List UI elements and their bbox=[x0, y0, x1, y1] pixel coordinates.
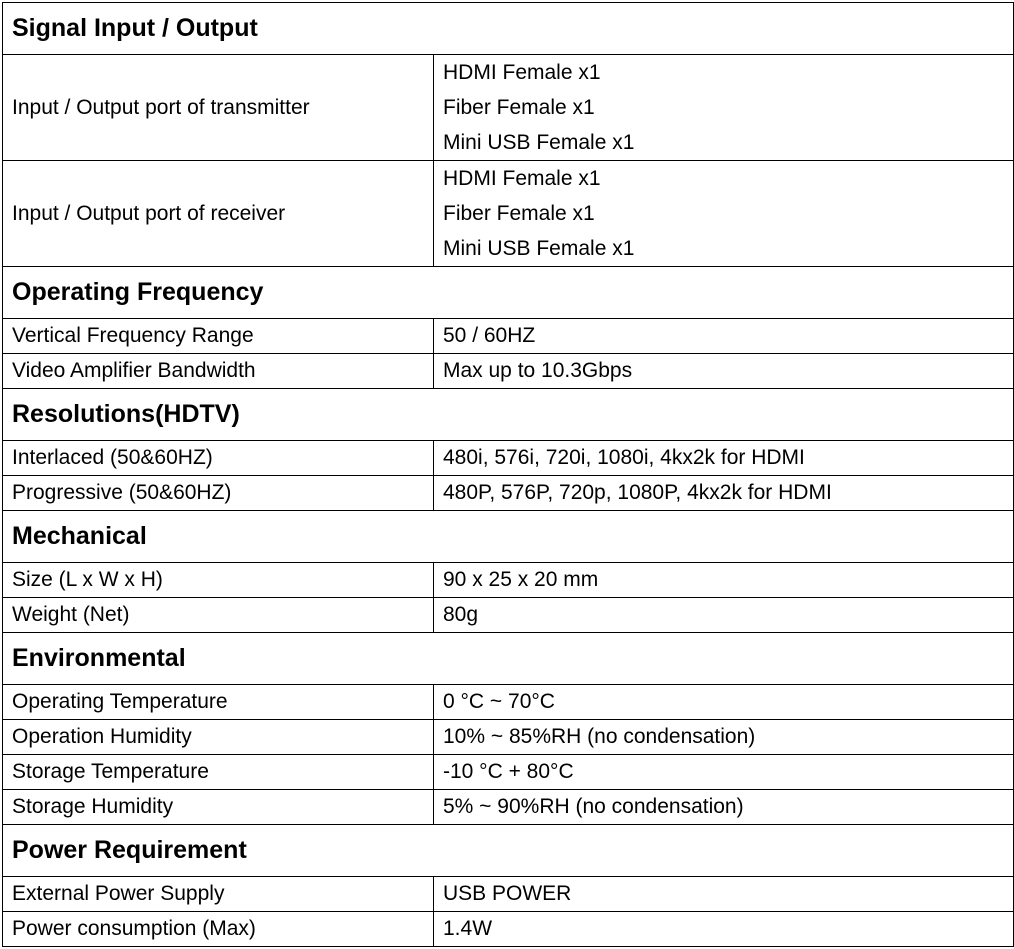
table-row bbox=[3, 720, 1014, 755]
value-line: Mini USB Female x1 bbox=[443, 237, 635, 260]
row-label: Power consumption (Max) bbox=[3, 912, 434, 947]
row-label: Input / Output port of transmitter bbox=[3, 55, 434, 161]
row-value: Max up to 10.3Gbps bbox=[434, 354, 1014, 389]
section-title: Operating Frequency bbox=[3, 267, 1014, 319]
section-header-resolutions bbox=[3, 389, 1014, 441]
section-header-signal bbox=[3, 3, 1014, 55]
section-header-environmental bbox=[3, 633, 1014, 685]
row-value bbox=[434, 55, 1014, 161]
row-label: Operating Temperature bbox=[3, 685, 434, 720]
table-row bbox=[3, 319, 1014, 354]
row-value: -10 °C + 80°C bbox=[434, 755, 1014, 790]
row-label: Size (L x W x H) bbox=[3, 563, 434, 598]
row-value: USB POWER bbox=[434, 877, 1014, 912]
section-header-mechanical bbox=[3, 511, 1014, 563]
table-row bbox=[3, 441, 1014, 476]
section-title: Environmental bbox=[3, 633, 1014, 685]
table-row bbox=[3, 598, 1014, 633]
row-label: Input / Output port of receiver bbox=[3, 161, 434, 267]
value-line: HDMI Female x1 bbox=[443, 61, 601, 84]
row-label: Operation Humidity bbox=[3, 720, 434, 755]
table-row bbox=[3, 912, 1014, 947]
section-title: Power Requirement bbox=[3, 825, 1014, 877]
row-value: 80g bbox=[434, 598, 1014, 633]
section-header-frequency bbox=[3, 267, 1014, 319]
spec-table bbox=[2, 2, 1014, 947]
table-row bbox=[3, 354, 1014, 389]
row-value: 480i, 576i, 720i, 1080i, 4kx2k for HDMI bbox=[434, 441, 1014, 476]
table-row bbox=[3, 55, 1014, 161]
row-value: 0 °C ~ 70°C bbox=[434, 685, 1014, 720]
value-line: Mini USB Female x1 bbox=[443, 131, 635, 154]
row-label: Storage Temperature bbox=[3, 755, 434, 790]
value-line: HDMI Female x1 bbox=[443, 167, 601, 190]
row-value: 50 / 60HZ bbox=[434, 319, 1014, 354]
table-row bbox=[3, 161, 1014, 267]
table-row bbox=[3, 790, 1014, 825]
row-value: 480P, 576P, 720p, 1080P, 4kx2k for HDMI bbox=[434, 476, 1014, 511]
value-line: Fiber Female x1 bbox=[443, 202, 595, 225]
row-value: 90 x 25 x 20 mm bbox=[434, 563, 1014, 598]
section-header-power bbox=[3, 825, 1014, 877]
table-row bbox=[3, 877, 1014, 912]
row-label: External Power Supply bbox=[3, 877, 434, 912]
table-row bbox=[3, 476, 1014, 511]
section-title: Resolutions(HDTV) bbox=[3, 389, 1014, 441]
row-label: Storage Humidity bbox=[3, 790, 434, 825]
row-value: 10% ~ 85%RH (no condensation) bbox=[434, 720, 1014, 755]
section-title: Mechanical bbox=[3, 511, 1014, 563]
table-row bbox=[3, 685, 1014, 720]
row-label: Video Amplifier Bandwidth bbox=[3, 354, 434, 389]
row-value: 1.4W bbox=[434, 912, 1014, 947]
row-label: Vertical Frequency Range bbox=[3, 319, 434, 354]
row-label: Weight (Net) bbox=[3, 598, 434, 633]
row-label: Interlaced (50&60HZ) bbox=[3, 441, 434, 476]
table-row bbox=[3, 563, 1014, 598]
row-label: Progressive (50&60HZ) bbox=[3, 476, 434, 511]
table-row bbox=[3, 755, 1014, 790]
value-line: Fiber Female x1 bbox=[443, 96, 595, 119]
row-value: 5% ~ 90%RH (no condensation) bbox=[434, 790, 1014, 825]
row-value bbox=[434, 161, 1014, 267]
section-title: Signal Input / Output bbox=[3, 3, 1014, 55]
